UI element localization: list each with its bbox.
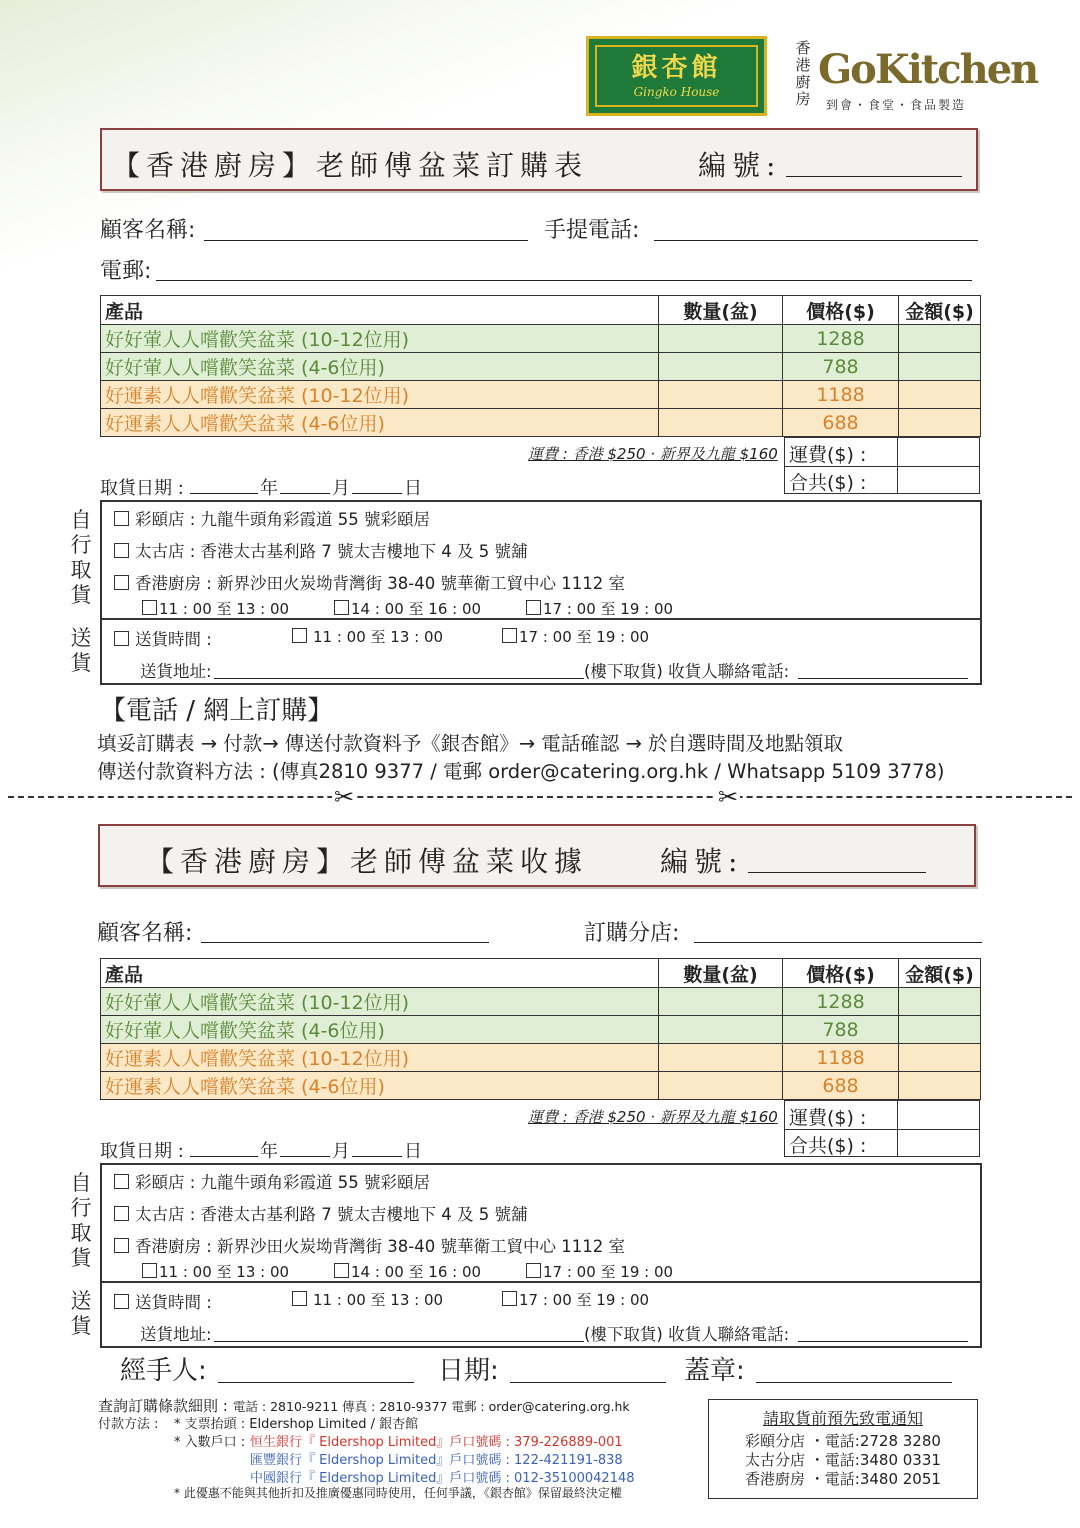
store-option-choi-yee[interactable] bbox=[114, 1169, 430, 1193]
slot-label: 14 : 00 至 16 : 00 bbox=[351, 1263, 482, 1281]
slot-label: 17 : 00 至 19 : 00 bbox=[519, 628, 650, 646]
header-price: 價格($) bbox=[783, 296, 899, 325]
notice-line: 彩頤分店 ・電話:2728 3280 bbox=[745, 1432, 941, 1450]
slot-label: 17 : 00 至 19 : 00 bbox=[543, 600, 674, 618]
order-form-title-box bbox=[100, 128, 978, 191]
self-pickup-side-label: 自行取貨 bbox=[70, 1171, 92, 1270]
receipt-branch-label: 訂購分店: bbox=[584, 921, 680, 946]
delivery-slot-option[interactable] bbox=[502, 1289, 649, 1310]
receipt-number-field[interactable] bbox=[748, 872, 926, 873]
store-option-label: 香港廚房 : 新界沙田火炭坳背灣街 38-40 號華衛工貿中心 1112 室 bbox=[135, 1237, 625, 1256]
quantity-cell[interactable] bbox=[659, 381, 783, 409]
checkbox[interactable] bbox=[292, 1291, 307, 1306]
product-name: 好好葷人人嚐歡笑盆菜 (10-12位用) bbox=[101, 988, 659, 1016]
notice-line: 太古分店 ・電話:3480 0331 bbox=[745, 1451, 941, 1469]
notice-line: 香港廚房 ・電話:3480 2051 bbox=[745, 1470, 941, 1488]
product-name: 好運素人人嚐歡笑盆菜 (10-12位用) bbox=[101, 381, 659, 409]
pickup-date-label: 取貨日期 : bbox=[100, 478, 184, 499]
store-option-label: 太古店 : 香港太古基利路 7 號太吉樓地下 4 及 5 號舖 bbox=[135, 1205, 528, 1224]
go-kitchen-logo bbox=[792, 36, 1038, 116]
header-product: 產品 bbox=[101, 296, 659, 325]
product-name: 好好葷人人嚐歡笑盆菜 (4-6位用) bbox=[101, 1016, 659, 1044]
address-field[interactable] bbox=[214, 1341, 584, 1342]
checkbox[interactable] bbox=[114, 1294, 129, 1309]
handler-label: 經手人: bbox=[120, 1356, 207, 1386]
product-name: 好運素人人嚐歡笑盆菜 (4-6位用) bbox=[101, 1072, 659, 1100]
slot-option[interactable] bbox=[142, 1261, 289, 1282]
pickup-day-field[interactable] bbox=[352, 1156, 402, 1157]
month-label: 月 bbox=[332, 478, 350, 499]
day-label: 日 bbox=[404, 478, 422, 499]
address-label: 送貨地址: bbox=[140, 662, 212, 681]
slot-option[interactable] bbox=[334, 1261, 481, 1282]
amount-cell[interactable] bbox=[899, 409, 981, 437]
checkbox[interactable] bbox=[114, 575, 129, 590]
delivery-slot-option[interactable] bbox=[502, 626, 649, 647]
checkbox[interactable] bbox=[114, 511, 129, 526]
signature-date-field[interactable] bbox=[510, 1382, 666, 1383]
product-name: 好運素人人嚐歡笑盆菜 (4-6位用) bbox=[101, 409, 659, 437]
amount-cell[interactable] bbox=[899, 353, 981, 381]
receipt-title-box bbox=[98, 824, 976, 887]
receipt-number-label: 編號: bbox=[660, 845, 744, 878]
total-row bbox=[785, 466, 979, 494]
receipt-title: 【香港廚房】老師傅盆菜收據 bbox=[146, 845, 589, 878]
product-name: 好好葷人人嚐歡笑盆菜 (10-12位用) bbox=[101, 325, 659, 353]
order-steps: 填妥訂購表 → 付款→ 傳送付款資料予《銀杏館》→ 電話確認 → 於自選時間及地點領取 bbox=[97, 732, 844, 755]
product-name: 好運素人人嚐歡笑盆菜 (10-12位用) bbox=[101, 1044, 659, 1072]
checkbox[interactable] bbox=[142, 600, 157, 615]
price-cell: 1188 bbox=[783, 381, 899, 409]
slot-option[interactable] bbox=[526, 1261, 673, 1282]
store-option-taikoo[interactable] bbox=[114, 538, 528, 562]
pickup-date-label: 取貨日期 : bbox=[100, 1141, 184, 1162]
gingko-logo-cn: 銀杏館 bbox=[631, 53, 722, 83]
quantity-cell[interactable] bbox=[659, 1044, 783, 1072]
payment-method-text: 傳送付款資料方法 : (傳真2810 9377 / 電郵 order@catering.org.hk / Whatsapp 5109 3778) bbox=[97, 760, 945, 783]
pickup-day-field[interactable] bbox=[352, 493, 402, 494]
store-option-label: 彩頤店 : 九龍牛頭角彩霞道 55 號彩頤居 bbox=[135, 510, 431, 529]
header-quantity: 數量(盆) bbox=[659, 959, 783, 988]
payment-method-label: 付款方法 : bbox=[98, 1417, 159, 1432]
slot-label: 17 : 00 至 19 : 00 bbox=[519, 1291, 650, 1309]
quantity-cell[interactable] bbox=[659, 325, 783, 353]
customer-name-field[interactable] bbox=[204, 240, 528, 241]
product-name: 好好葷人人嚐歡笑盆菜 (4-6位用) bbox=[101, 353, 659, 381]
delivery-time-option[interactable] bbox=[114, 1289, 212, 1313]
table-row bbox=[101, 353, 981, 381]
address-label: 送貨地址: bbox=[140, 1325, 212, 1344]
shipping-note: 運費 : 香港 $250 · 新界及九龍 $160 bbox=[528, 445, 778, 463]
amount-cell[interactable] bbox=[899, 1016, 981, 1044]
slot-option[interactable] bbox=[334, 598, 481, 619]
delivery-slot-option[interactable] bbox=[292, 626, 443, 647]
notice-title: 請取貨前預先致電通知 bbox=[762, 1409, 923, 1428]
year-label: 年 bbox=[260, 478, 278, 499]
pickup-options-box bbox=[100, 500, 982, 685]
header-product: 產品 bbox=[101, 959, 659, 988]
total-label: 合共($) : bbox=[789, 472, 867, 494]
scissors-icon: ✂ bbox=[334, 783, 355, 811]
table-row bbox=[101, 988, 981, 1016]
handler-field[interactable] bbox=[218, 1382, 414, 1383]
store-option-label: 太古店 : 香港太古基利路 7 號太吉樓地下 4 及 5 號舖 bbox=[135, 542, 528, 561]
slot-label: 11 : 00 至 13 : 00 bbox=[313, 1291, 444, 1309]
disclaimer: * 此優惠不能與其他折扣及推廣優惠同時使用，任何爭議，《銀杏館》保留最終決定權 bbox=[174, 1486, 622, 1500]
price-cell: 1288 bbox=[783, 325, 899, 353]
price-cell: 688 bbox=[783, 1072, 899, 1100]
year-label: 年 bbox=[260, 1141, 278, 1162]
email-label: 電郵: bbox=[100, 259, 152, 284]
amount-cell[interactable] bbox=[899, 1072, 981, 1100]
price-cell: 1288 bbox=[783, 988, 899, 1016]
amount-cell[interactable] bbox=[899, 325, 981, 353]
deposit-label: * 入數戶口 : bbox=[174, 1435, 246, 1450]
day-label: 日 bbox=[404, 1141, 422, 1162]
table-row bbox=[101, 1016, 981, 1044]
stamp-label: 蓋章: bbox=[684, 1356, 745, 1386]
table-row bbox=[101, 325, 981, 353]
order-product-table bbox=[100, 295, 981, 437]
bank-account-boc: 中國銀行『 Eldershop Limited』戶口號碼 : 012-35100042148 bbox=[250, 1471, 635, 1486]
slot-label: 11 : 00 至 13 : 00 bbox=[313, 628, 444, 646]
shipping-row bbox=[785, 1101, 979, 1130]
terms-heading: 查詢訂購條款細則 : bbox=[98, 1397, 228, 1415]
shipping-label: 運費($) : bbox=[789, 1107, 867, 1129]
slot-option[interactable] bbox=[526, 598, 673, 619]
slot-label: 11 : 00 至 13 : 00 bbox=[159, 1263, 290, 1281]
checkbox[interactable] bbox=[334, 1263, 349, 1278]
delivery-slot-option[interactable] bbox=[292, 1289, 443, 1310]
receipt-pickup-options-box bbox=[100, 1163, 982, 1348]
shipping-label: 運費($) : bbox=[789, 444, 867, 466]
slot-label: 17 : 00 至 19 : 00 bbox=[543, 1263, 674, 1281]
delivery-side-label: 送貨 bbox=[70, 626, 92, 675]
email-field[interactable] bbox=[156, 280, 972, 281]
kitchen-logo-sub: 到會・食堂・食品製造 bbox=[826, 98, 967, 112]
shipping-row bbox=[785, 438, 979, 467]
mobile-field[interactable] bbox=[654, 240, 978, 241]
table-header-row bbox=[101, 959, 981, 988]
quantity-cell[interactable] bbox=[659, 988, 783, 1016]
header-amount: 金額($) bbox=[899, 296, 981, 325]
scissors-icon: ✂ bbox=[718, 783, 739, 811]
total-row bbox=[785, 1129, 979, 1157]
pickup-notice-box bbox=[708, 1399, 978, 1499]
price-cell: 788 bbox=[783, 353, 899, 381]
stamp-field[interactable] bbox=[756, 1382, 952, 1383]
pickup-year-field[interactable] bbox=[190, 1156, 258, 1157]
quantity-cell[interactable] bbox=[659, 409, 783, 437]
checkbox[interactable] bbox=[526, 1263, 541, 1278]
contact-field[interactable] bbox=[798, 678, 968, 679]
delivery-side-label: 送貨 bbox=[70, 1289, 92, 1338]
table-row bbox=[101, 409, 981, 437]
table-row bbox=[101, 381, 981, 409]
price-cell: 788 bbox=[783, 1016, 899, 1044]
header-amount: 金額($) bbox=[899, 959, 981, 988]
checkbox[interactable] bbox=[114, 1174, 129, 1189]
receipt-customer-label: 顧客名稱: bbox=[97, 921, 193, 946]
receipt-summary-box bbox=[784, 1100, 980, 1157]
store-option-taikoo[interactable] bbox=[114, 1201, 528, 1225]
delivery-time-label: 送貨時間 : bbox=[135, 1293, 212, 1312]
quantity-cell[interactable] bbox=[659, 1072, 783, 1100]
checkbox[interactable] bbox=[114, 1238, 129, 1253]
receipt-product-table bbox=[100, 958, 981, 1100]
order-summary-box bbox=[784, 437, 980, 494]
table-header-row bbox=[101, 296, 981, 325]
shipping-note: 運費 : 香港 $250 · 新界及九龍 $160 bbox=[528, 1108, 778, 1126]
amount-cell[interactable] bbox=[899, 1044, 981, 1072]
slot-label: 14 : 00 至 16 : 00 bbox=[351, 600, 482, 618]
pickup-month-field[interactable] bbox=[280, 493, 330, 494]
contact-label: (樓下取貨) 收貨人聯絡電話: bbox=[584, 662, 790, 681]
amount-cell[interactable] bbox=[899, 988, 981, 1016]
delivery-time-option[interactable] bbox=[114, 626, 212, 650]
contact-label: (樓下取貨) 收貨人聯絡電話: bbox=[584, 1325, 790, 1344]
price-cell: 688 bbox=[783, 409, 899, 437]
checkbox[interactable] bbox=[114, 631, 129, 646]
quantity-cell[interactable] bbox=[659, 353, 783, 381]
checkbox[interactable] bbox=[114, 1206, 129, 1221]
bank-account-hangseng: 恒生銀行『 Eldershop Limited』戶口號碼 : 379-226889-001 bbox=[250, 1435, 623, 1450]
store-option-choi-yee[interactable] bbox=[114, 506, 430, 530]
table-row bbox=[101, 1072, 981, 1100]
self-pickup-side-label: 自行取貨 bbox=[70, 508, 92, 607]
order-number-field[interactable] bbox=[786, 176, 962, 177]
checkbox[interactable] bbox=[526, 600, 541, 615]
signature-date-label: 日期: bbox=[438, 1356, 499, 1386]
bank-account-hsbc: 匯豐銀行『 Eldershop Limited』戶口號碼 : 122-421191-838 bbox=[250, 1453, 623, 1468]
mobile-label: 手提電話: bbox=[544, 218, 640, 243]
terms-contact: 電話 : 2810-9211 傳真 : 2810-9377 電郵 : order@catering.org.hk bbox=[232, 1399, 630, 1414]
kitchen-logo-vertical: 香港廚房 bbox=[795, 39, 811, 108]
order-form-title: 【香港廚房】老師傅盆菜訂購表 bbox=[112, 149, 589, 182]
checkbox[interactable] bbox=[334, 600, 349, 615]
table-row bbox=[101, 1044, 981, 1072]
header-price: 價格($) bbox=[783, 959, 899, 988]
receipt-customer-field[interactable] bbox=[201, 942, 489, 943]
order-number-label: 編號: bbox=[698, 149, 782, 182]
contact-field[interactable] bbox=[798, 1341, 968, 1342]
customer-name-label: 顧客名稱: bbox=[100, 218, 196, 243]
gingko-logo-en: Gingko House bbox=[633, 85, 720, 99]
header-quantity: 數量(盆) bbox=[659, 296, 783, 325]
address-field[interactable] bbox=[214, 678, 584, 679]
store-option-hk-kitchen[interactable] bbox=[114, 1233, 625, 1257]
delivery-time-label: 送貨時間 : bbox=[135, 630, 212, 649]
amount-cell[interactable] bbox=[899, 381, 981, 409]
checkbox[interactable] bbox=[114, 543, 129, 558]
cheque-payee: * 支票抬頭 : Eldershop Limited / 銀杏館 bbox=[174, 1417, 419, 1432]
gingko-house-logo bbox=[586, 36, 767, 116]
order-method-heading: 【電話 / 網上訂購】 bbox=[100, 696, 334, 726]
month-label: 月 bbox=[332, 1141, 350, 1162]
checkbox[interactable] bbox=[142, 1263, 157, 1278]
kitchen-logo-word: GoKitchen bbox=[818, 46, 1038, 93]
store-option-label: 香港廚房 : 新界沙田火炭坳背灣街 38-40 號華衛工貿中心 1112 室 bbox=[135, 574, 625, 593]
slot-option[interactable] bbox=[142, 598, 289, 619]
pickup-year-field[interactable] bbox=[190, 493, 258, 494]
receipt-branch-field[interactable] bbox=[694, 942, 982, 943]
checkbox[interactable] bbox=[502, 1291, 517, 1306]
slot-label: 11 : 00 至 13 : 00 bbox=[159, 600, 290, 618]
pickup-month-field[interactable] bbox=[280, 1156, 330, 1157]
cut-line bbox=[8, 796, 1072, 798]
store-option-hk-kitchen[interactable] bbox=[114, 570, 625, 594]
store-option-label: 彩頤店 : 九龍牛頭角彩霞道 55 號彩頤居 bbox=[135, 1173, 431, 1192]
checkbox[interactable] bbox=[292, 628, 307, 643]
price-cell: 1188 bbox=[783, 1044, 899, 1072]
checkbox[interactable] bbox=[502, 628, 517, 643]
total-label: 合共($) : bbox=[789, 1135, 867, 1157]
quantity-cell[interactable] bbox=[659, 1016, 783, 1044]
